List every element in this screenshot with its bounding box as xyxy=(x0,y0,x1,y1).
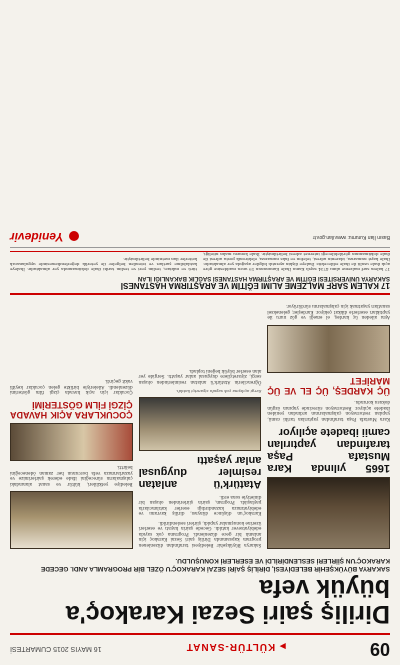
column-right xyxy=(10,300,133,552)
tender-notice xyxy=(10,251,390,295)
column-middle xyxy=(139,300,262,552)
main-body-3: Belediye yetkilileri, kültür ve sanat alanındaki çalışmaların süreceğini ifade ederek şairlerimize ve yazarlarımıza vefa borcunun her zaman ödeneceğini belirtti. xyxy=(9,465,133,487)
sisters-body: Aynı aileden üç kardeş, el emeği ve göz nuru ile yaptıkları eserlerle dikkat çekiyor. Kardeşler, geleneksel sanatları yaşatmak için çalışmalarını sürdürüyor. xyxy=(267,304,390,321)
column-left xyxy=(267,300,390,552)
footer-note: Basın İlan Kurumu: www.ilan.gov.tr xyxy=(312,233,390,240)
children-photo xyxy=(10,423,133,461)
brand-mark-icon xyxy=(69,231,79,241)
notice-title: 17 KALEM SARF MALZEME ALIMI EĞİTİM VE ARAŞTIRMA HASTANESİ xyxy=(120,280,390,290)
exhibition-photo xyxy=(139,397,262,451)
ataturk-headline: Atatürk'ü anlatan resimler duygusal anlar yaşattı xyxy=(138,453,262,490)
main-headline: Diriliş şairi Sezai Karakoç'a büyük vefa xyxy=(65,574,390,628)
mosque-headline: 1665 yılında Kara Mustafa Paşa tarafından yaptırılan camii ibadete açılıyor xyxy=(267,426,390,474)
mosque-body: Kara Mustafa Paşa tarafından yaptırılan tarihi camii, yapılan restorasyon çalışmalarının ardından yeniden ibadete açılıyor. Restorasyon sürecinde yapının özgün dokusu korundu. xyxy=(267,400,390,422)
brand-logo xyxy=(10,230,79,244)
page-footer xyxy=(10,227,390,248)
article-columns xyxy=(10,300,390,552)
main-deck: SAKARYA BÜYÜKŞEHİR BELEDİYESİ, DİRİLİŞ ŞAİRİ SEZAİ KARAKOÇ'U ÖZEL BİR PROGRAMLA ANDI. GECEDE KARAKOÇ'UN ŞİİRLERİ SESLENDİRİLDİ VE ESERLERİ KONUŞULDU. xyxy=(40,557,390,572)
exhibition-caption: Sergi açılışına çok sayıda ziyaretçi katıldı. xyxy=(175,388,262,394)
ataturk-body: Öğrencilerin Atatürk'ü anlatan resimlerinden oluşan sergi, ziyaretçilere duygusal anlar yaşattı. Sergide yer alan eserler büyük beğeni topladı. xyxy=(138,368,262,385)
page-header xyxy=(10,633,390,659)
sisters-headline: ÜÇ KARDEŞ, ÜÇ EL VE ÜÇ MARİFET xyxy=(267,375,390,396)
brand-name: Yenidevir xyxy=(10,229,64,244)
crafts-photo xyxy=(267,325,390,373)
main-body-1: Sakarya Büyükşehir Belediyesi tarafından düzenlenen program kapsamında Diriliş şairi Sezai Karakoç için anlamlı bir gece düzenlendi. Programa çok sayıda edebiyatsever katıldı. Gecede şairin hayatı ve eserleri üzerine konuşmalar yapıldı, şiirleri seslendirildi. xyxy=(138,520,262,548)
cartoon-body: Çocuklar için açık havada çizgi film gösterimi düzenlendi. Aileleriyle birlikte gelen çocuklar keyifli vakit geçirdi. xyxy=(9,379,133,396)
section-label: KÜLTÜR-SANAT xyxy=(185,641,276,653)
poetry-night-photo xyxy=(10,491,133,549)
main-body-2: Karakoç'un düşünce dünyası, diriliş kavramı ve edebiyatımıza kazandırdığı eserler katılımcılarla paylaşıldı. Program, şairin şiirlerinden oluşan bir dinletiyle sona erdi. xyxy=(138,494,262,517)
cartoon-headline: ÇOCUKLARA AÇIK HAVADA ÇİZGİ FİLM GÖSTERİMİ xyxy=(9,399,133,420)
mosque-photo xyxy=(267,477,390,549)
notice-body: 17 kalem sarf malzeme alımı 4734 sayılı Kamu İhale Kanununun 19 uncu maddesine göre açık ihale usulü ile ihale edilecektir. İhaleye ilişkin ayrıntılı bilgiler aşağıda yer almaktadır. İhale kayıt numarası, idarenin adresi, telefon ve faks numarası, elektronik posta adresi ile ihale dokümanının görülebileceği internet adresi belirtilmiştir. İhale konusu malın niteliği, türü ve miktarı, teslim yeri ve teslim tarihi ihale dokümanında yer almaktadır. İhaleye katılabilme şartları ve istenilen belgeler ile yeterlik değerlendirmesinde uygulanacak kriterler ilan metninde belirtilmiştir. xyxy=(10,251,390,272)
notice-subtitle: SAKARYA ÜNİVERSİTESİ EĞİTİM VE ARAŞTIRMA HASTANESİ SAĞLIK BAKANLIĞI İLAN xyxy=(137,274,390,281)
section-label-wrap xyxy=(186,640,286,658)
page-number: 09 xyxy=(369,639,390,659)
date-line: 16 MAYIS 2015 CUMARTESİ xyxy=(10,645,102,652)
pointer-icon: ▶ xyxy=(279,642,286,652)
